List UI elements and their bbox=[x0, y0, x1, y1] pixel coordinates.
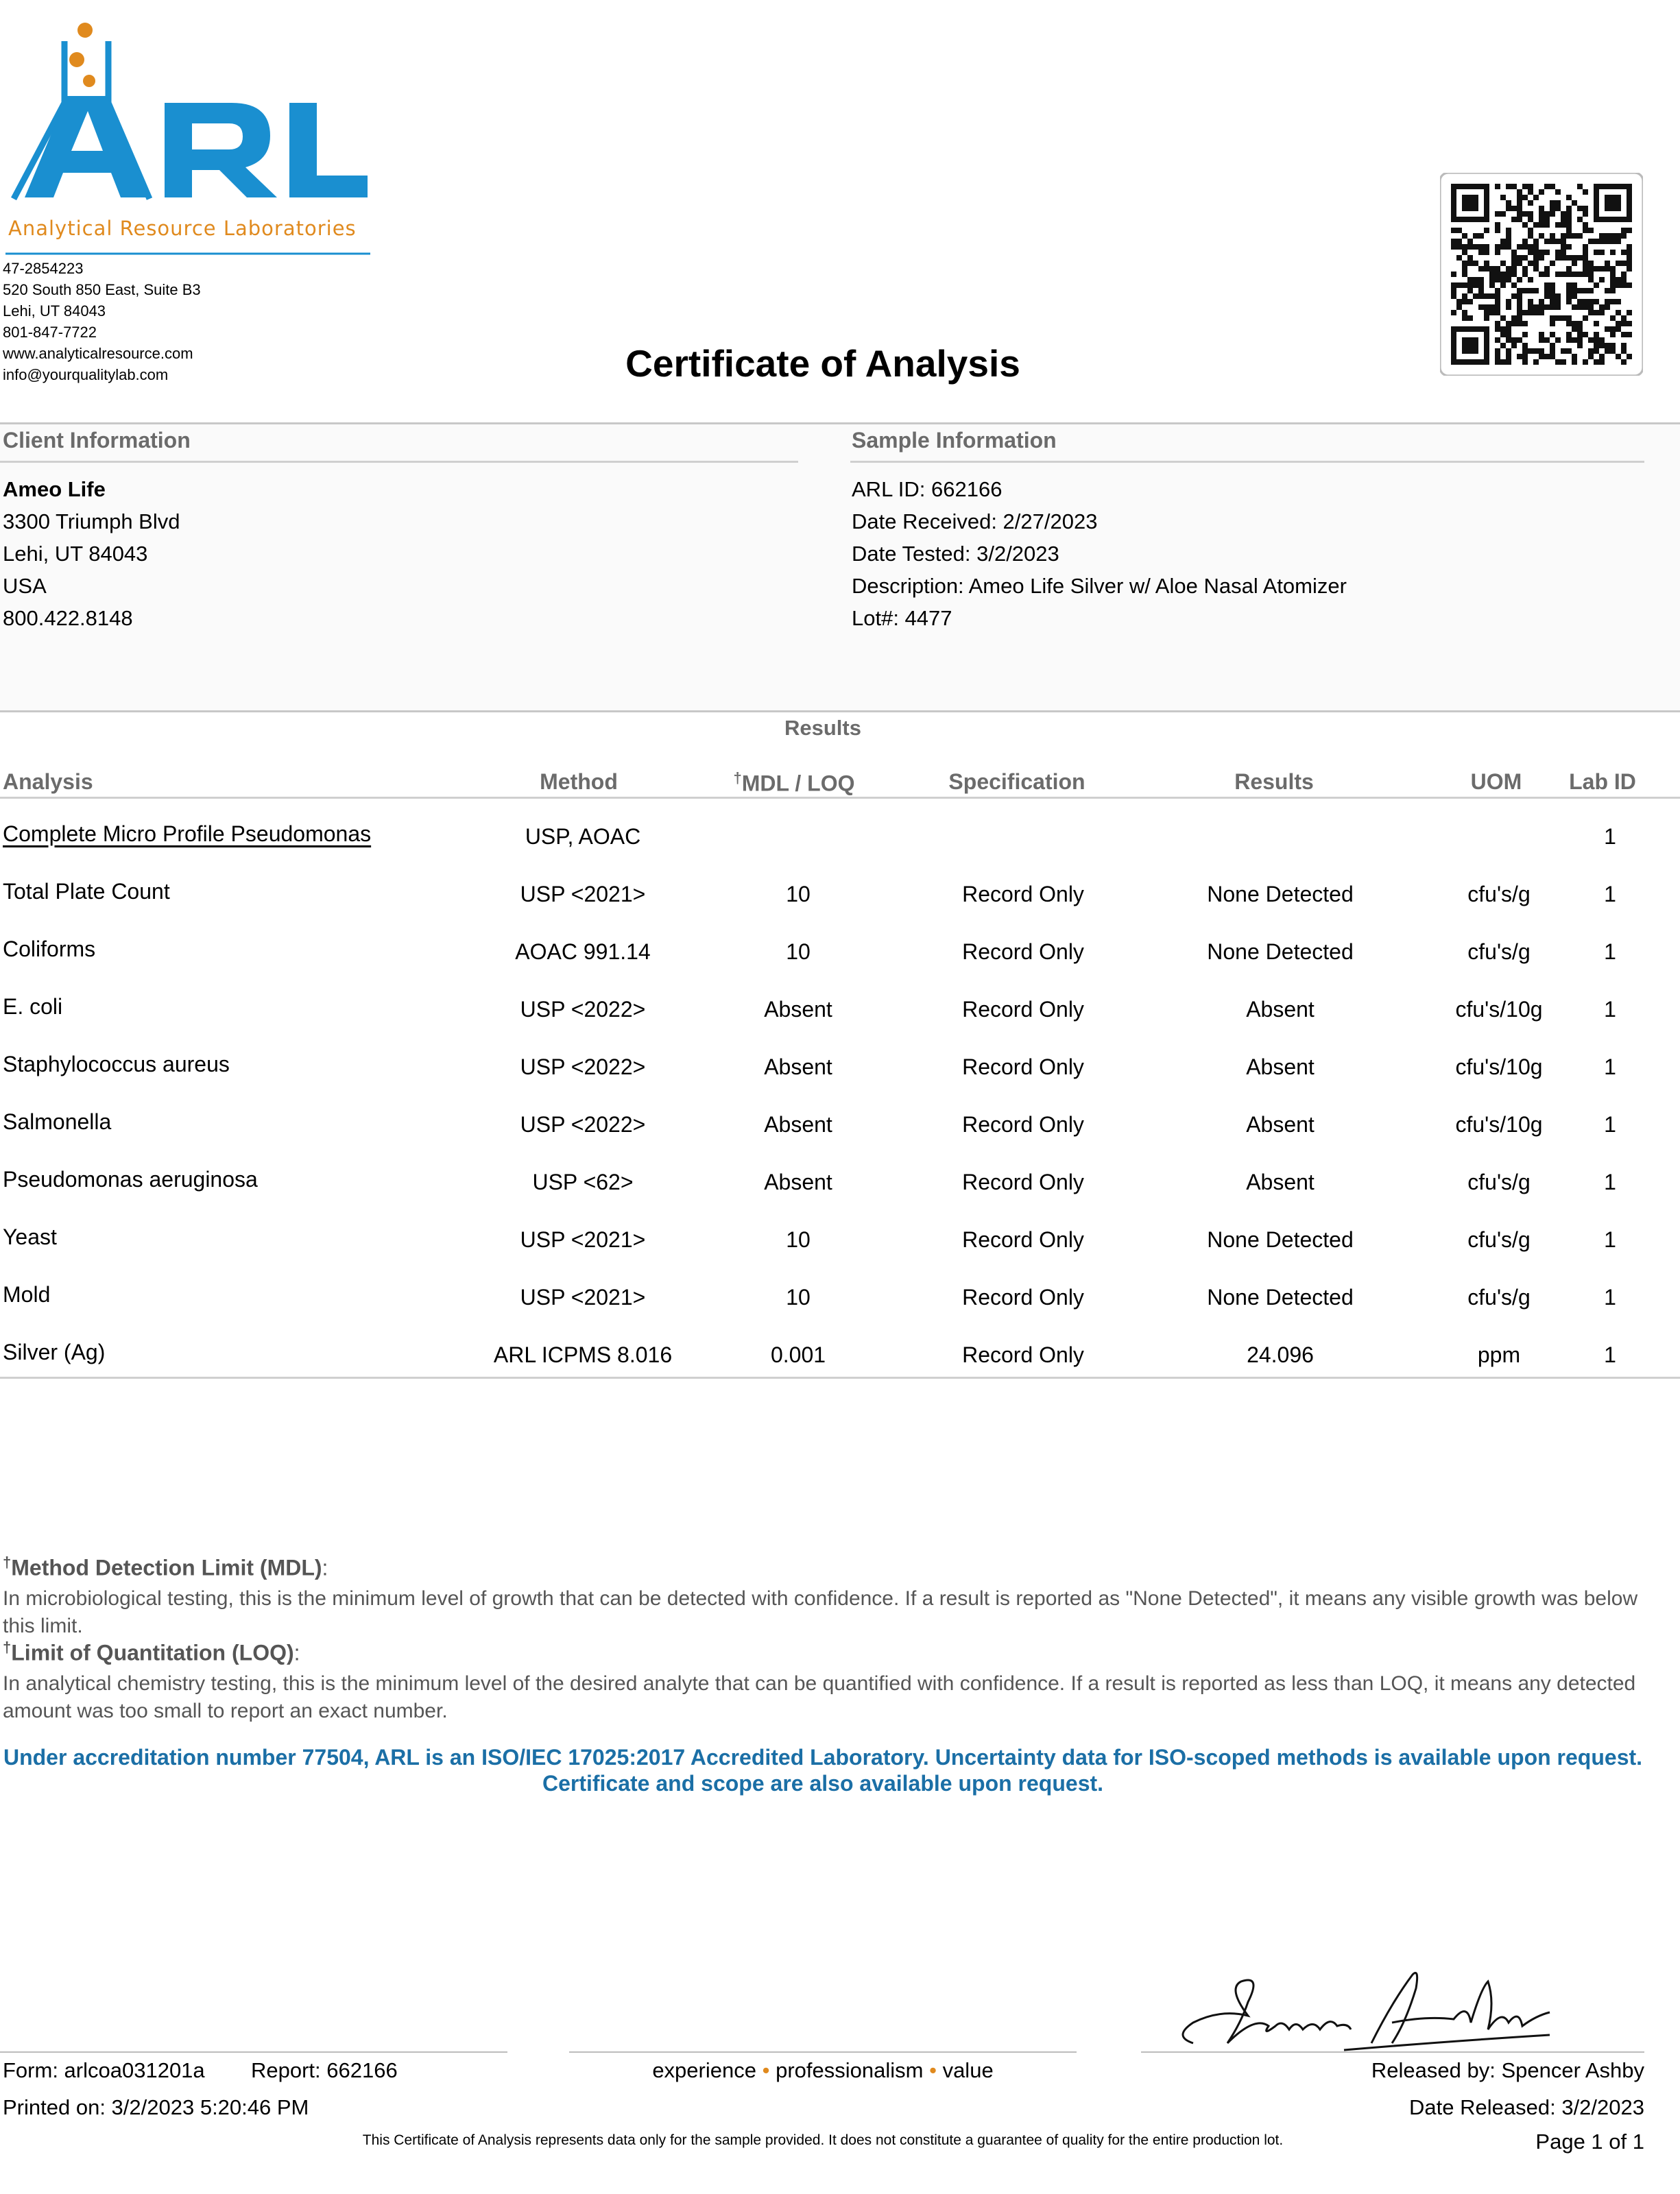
row-lab-id: 1 bbox=[1604, 1342, 1616, 1367]
row-uom: ppm bbox=[1477, 1342, 1521, 1367]
row-method: USP <2022> bbox=[520, 1112, 646, 1137]
table-row bbox=[0, 1225, 1680, 1282]
col-header-method: Method bbox=[540, 769, 618, 794]
row-spec: Record Only bbox=[962, 939, 1084, 964]
col-header-mdl-loq bbox=[734, 769, 855, 797]
row-result: None Detected bbox=[1207, 1285, 1354, 1310]
tagline-separator: • bbox=[929, 2058, 937, 2082]
row-mdl: Absent bbox=[764, 1170, 832, 1194]
client-heading-divider bbox=[0, 461, 798, 463]
lab-phone: 801-847-7722 bbox=[3, 324, 97, 341]
table-row bbox=[0, 879, 1680, 937]
row-result: Absent bbox=[1246, 1054, 1315, 1079]
loq-footnote-title: Limit of Quantitation (LOQ) bbox=[11, 1640, 294, 1665]
footer-page-number: Page 1 of 1 bbox=[1535, 2130, 1644, 2154]
tagline-experience: experience bbox=[652, 2058, 756, 2082]
footer-printed-on: Printed on: 3/2/2023 5:20:46 PM bbox=[3, 2095, 309, 2119]
results-heading: Results bbox=[784, 716, 861, 740]
row-spec: Record Only bbox=[962, 1285, 1084, 1310]
row-analysis: Coliforms bbox=[3, 937, 96, 961]
tagline-separator: • bbox=[762, 2058, 770, 2082]
row-lab-id: 1 bbox=[1604, 1285, 1616, 1310]
signature-image bbox=[1166, 1961, 1577, 2064]
lab-email[interactable]: info@yourqualitylab.com bbox=[3, 366, 169, 383]
table-row bbox=[0, 1167, 1680, 1225]
row-lab-id: 1 bbox=[1604, 997, 1616, 1022]
accreditation-statement: Under accreditation number 77504, ARL is an ISO/IEC 17025:2017 Accredited Laboratory. Uncertainty data for ISO-scoped methods is available upon request. Certificate and scope are also available upon request. bbox=[3, 1745, 1643, 1796]
table-row bbox=[0, 1052, 1680, 1109]
mdl-footnote-mark: † bbox=[3, 1554, 12, 1571]
row-mdl: 0.001 bbox=[770, 1342, 826, 1367]
row-uom: cfu's/10g bbox=[1455, 997, 1543, 1022]
footer-disclaimer: This Certificate of Analysis represents data only for the sample provided. It does not constitute a guarantee of quality for the entire production lot. bbox=[362, 2132, 1284, 2148]
row-mdl: Absent bbox=[764, 1112, 832, 1137]
row-result: None Detected bbox=[1207, 1227, 1354, 1252]
tagline-professionalism: professionalism bbox=[776, 2058, 924, 2082]
col-header-mdl-label: MDL / LOQ bbox=[741, 771, 855, 796]
page-title: Certificate of Analysis bbox=[625, 342, 1020, 385]
loq-footnote-text: In analytical chemistry testing, this is the minimum level of the desired analyte that can be quantified with confidence. If a result is reported as less than LOQ, it means any detected amount was too small to report an exact number. bbox=[3, 1672, 1636, 1722]
row-method: USP <2021> bbox=[520, 1285, 646, 1310]
sample-arl-id: ARL ID: 662166 bbox=[852, 477, 1003, 501]
client-phone: 800.422.8148 bbox=[3, 606, 133, 630]
client-info-heading: Client Information bbox=[3, 428, 191, 453]
sample-info-block bbox=[852, 473, 1347, 634]
row-lab-id: 1 bbox=[1604, 1112, 1616, 1137]
row-uom: cfu's/g bbox=[1467, 1227, 1531, 1252]
sample-description: Description: Ameo Life Silver w/ Aloe Nasal Atomizer bbox=[852, 574, 1347, 598]
sample-date-received: Date Received: 2/27/2023 bbox=[852, 509, 1098, 533]
row-result: Absent bbox=[1246, 1112, 1315, 1137]
mdl-footnote-text: In microbiological testing, this is the minimum level of growth that can be detected with confidence. If a result is reported as "None Detected", it means any visible growth was below this limit. bbox=[3, 1587, 1638, 1637]
row-uom: cfu's/g bbox=[1467, 1285, 1531, 1310]
table-row bbox=[0, 821, 1680, 879]
row-result: None Detected bbox=[1207, 882, 1354, 906]
client-country: USA bbox=[3, 574, 47, 598]
row-method: ARL ICPMS 8.016 bbox=[493, 1342, 673, 1367]
client-name: Ameo Life bbox=[3, 477, 106, 501]
row-lab-id: 1 bbox=[1604, 882, 1616, 906]
row-analysis: Pseudomonas aeruginosa bbox=[3, 1167, 258, 1192]
row-mdl: 10 bbox=[786, 939, 811, 964]
row-mdl: 10 bbox=[786, 882, 811, 906]
lab-address-city: Lehi, UT 84043 bbox=[3, 302, 106, 320]
row-analysis[interactable]: Complete Micro Profile Pseudomonas bbox=[3, 821, 372, 846]
row-spec: Record Only bbox=[962, 1227, 1084, 1252]
footer-divider-center bbox=[569, 2051, 1077, 2053]
row-analysis: Silver (Ag) bbox=[3, 1340, 106, 1364]
row-lab-id: 1 bbox=[1604, 1170, 1616, 1194]
row-analysis: Yeast bbox=[3, 1225, 57, 1249]
row-uom: cfu's/g bbox=[1467, 1170, 1531, 1194]
footer-released-by: Released by: Spencer Ashby bbox=[1371, 2058, 1644, 2082]
col-header-lab-id: Lab ID bbox=[1569, 769, 1636, 794]
row-lab-id: 1 bbox=[1604, 939, 1616, 964]
row-lab-id: 1 bbox=[1604, 1227, 1616, 1252]
qr-code-icon[interactable] bbox=[1440, 173, 1643, 376]
row-uom: cfu's/g bbox=[1467, 882, 1531, 906]
row-result: Absent bbox=[1246, 1170, 1315, 1194]
footer-divider-right bbox=[1141, 2051, 1644, 2053]
table-row bbox=[0, 1340, 1680, 1397]
row-spec: Record Only bbox=[962, 997, 1084, 1022]
sample-heading-divider bbox=[850, 461, 1644, 463]
row-spec: Record Only bbox=[962, 1112, 1084, 1137]
row-mdl: Absent bbox=[764, 1054, 832, 1079]
row-spec: Record Only bbox=[962, 1342, 1084, 1367]
loq-footnote-colon: : bbox=[293, 1640, 300, 1665]
row-uom: cfu's/10g bbox=[1455, 1112, 1543, 1137]
table-row bbox=[0, 994, 1680, 1052]
sample-info-heading: Sample Information bbox=[852, 428, 1057, 453]
client-info-block bbox=[3, 473, 180, 634]
col-header-analysis: Analysis bbox=[3, 769, 93, 794]
row-spec: Record Only bbox=[962, 1170, 1084, 1194]
row-result: 24.096 bbox=[1247, 1342, 1314, 1367]
row-spec: Record Only bbox=[962, 882, 1084, 906]
sample-date-tested: Date Tested: 3/2/2023 bbox=[852, 542, 1059, 566]
mdl-footnote-heading bbox=[3, 1554, 328, 1581]
table-row bbox=[0, 1109, 1680, 1167]
row-result: None Detected bbox=[1207, 939, 1354, 964]
footer-tagline bbox=[652, 2058, 993, 2083]
footer-report-id: Report: 662166 bbox=[251, 2058, 398, 2082]
loq-footnote-heading bbox=[3, 1639, 300, 1666]
info-panel bbox=[0, 422, 1680, 712]
row-analysis: Total Plate Count bbox=[3, 879, 170, 904]
row-spec: Record Only bbox=[962, 1054, 1084, 1079]
table-bottom-divider bbox=[0, 1377, 1680, 1379]
lab-website[interactable]: www.analyticalresource.com bbox=[3, 345, 193, 362]
row-mdl: 10 bbox=[786, 1227, 811, 1252]
row-analysis: E. coli bbox=[3, 994, 63, 1019]
table-row bbox=[0, 937, 1680, 994]
arl-logo bbox=[5, 21, 376, 261]
lab-address-street: 520 South 850 East, Suite B3 bbox=[3, 281, 201, 298]
table-header-divider bbox=[0, 797, 1680, 799]
row-method: USP <2021> bbox=[520, 882, 646, 906]
mdl-footnote-title: Method Detection Limit (MDL) bbox=[11, 1555, 322, 1580]
row-method: USP <2021> bbox=[520, 1227, 646, 1252]
logo-subtitle: Analytical Resource Laboratories bbox=[8, 217, 357, 240]
row-method: USP, AOAC bbox=[525, 824, 641, 849]
row-mdl: Absent bbox=[764, 997, 832, 1022]
footer-date-released: Date Released: 3/2/2023 bbox=[1409, 2095, 1644, 2119]
row-method: USP <2022> bbox=[520, 997, 646, 1022]
loq-footnote-mark: † bbox=[3, 1639, 12, 1656]
sample-lot: Lot#: 4477 bbox=[852, 606, 952, 630]
table-row bbox=[0, 1282, 1680, 1340]
col-header-results: Results bbox=[1234, 769, 1314, 794]
footer-divider-left bbox=[0, 2051, 507, 2053]
row-uom: cfu's/10g bbox=[1455, 1054, 1543, 1079]
row-analysis: Salmonella bbox=[3, 1109, 112, 1134]
row-mdl: 10 bbox=[786, 1285, 811, 1310]
tagline-value: value bbox=[942, 2058, 994, 2082]
row-lab-id: 1 bbox=[1604, 1054, 1616, 1079]
row-analysis: Mold bbox=[3, 1282, 51, 1307]
row-method: USP <62> bbox=[532, 1170, 634, 1194]
footer-form-id: Form: arlcoa031201a bbox=[3, 2058, 205, 2082]
row-analysis: Staphylococcus aureus bbox=[3, 1052, 230, 1076]
row-result: Absent bbox=[1246, 997, 1315, 1022]
col-header-uom: UOM bbox=[1470, 769, 1522, 794]
col-header-specification: Specification bbox=[948, 769, 1085, 794]
row-method: AOAC 991.14 bbox=[515, 939, 651, 964]
lab-id-number: 47-2854223 bbox=[3, 260, 84, 277]
mdl-footnote-colon: : bbox=[322, 1555, 328, 1580]
row-lab-id: 1 bbox=[1604, 824, 1616, 849]
row-uom: cfu's/g bbox=[1467, 939, 1531, 964]
row-method: USP <2022> bbox=[520, 1054, 646, 1079]
mdl-dagger-mark: † bbox=[733, 769, 742, 786]
client-city: Lehi, UT 84043 bbox=[3, 542, 148, 566]
client-street: 3300 Triumph Blvd bbox=[3, 509, 180, 533]
